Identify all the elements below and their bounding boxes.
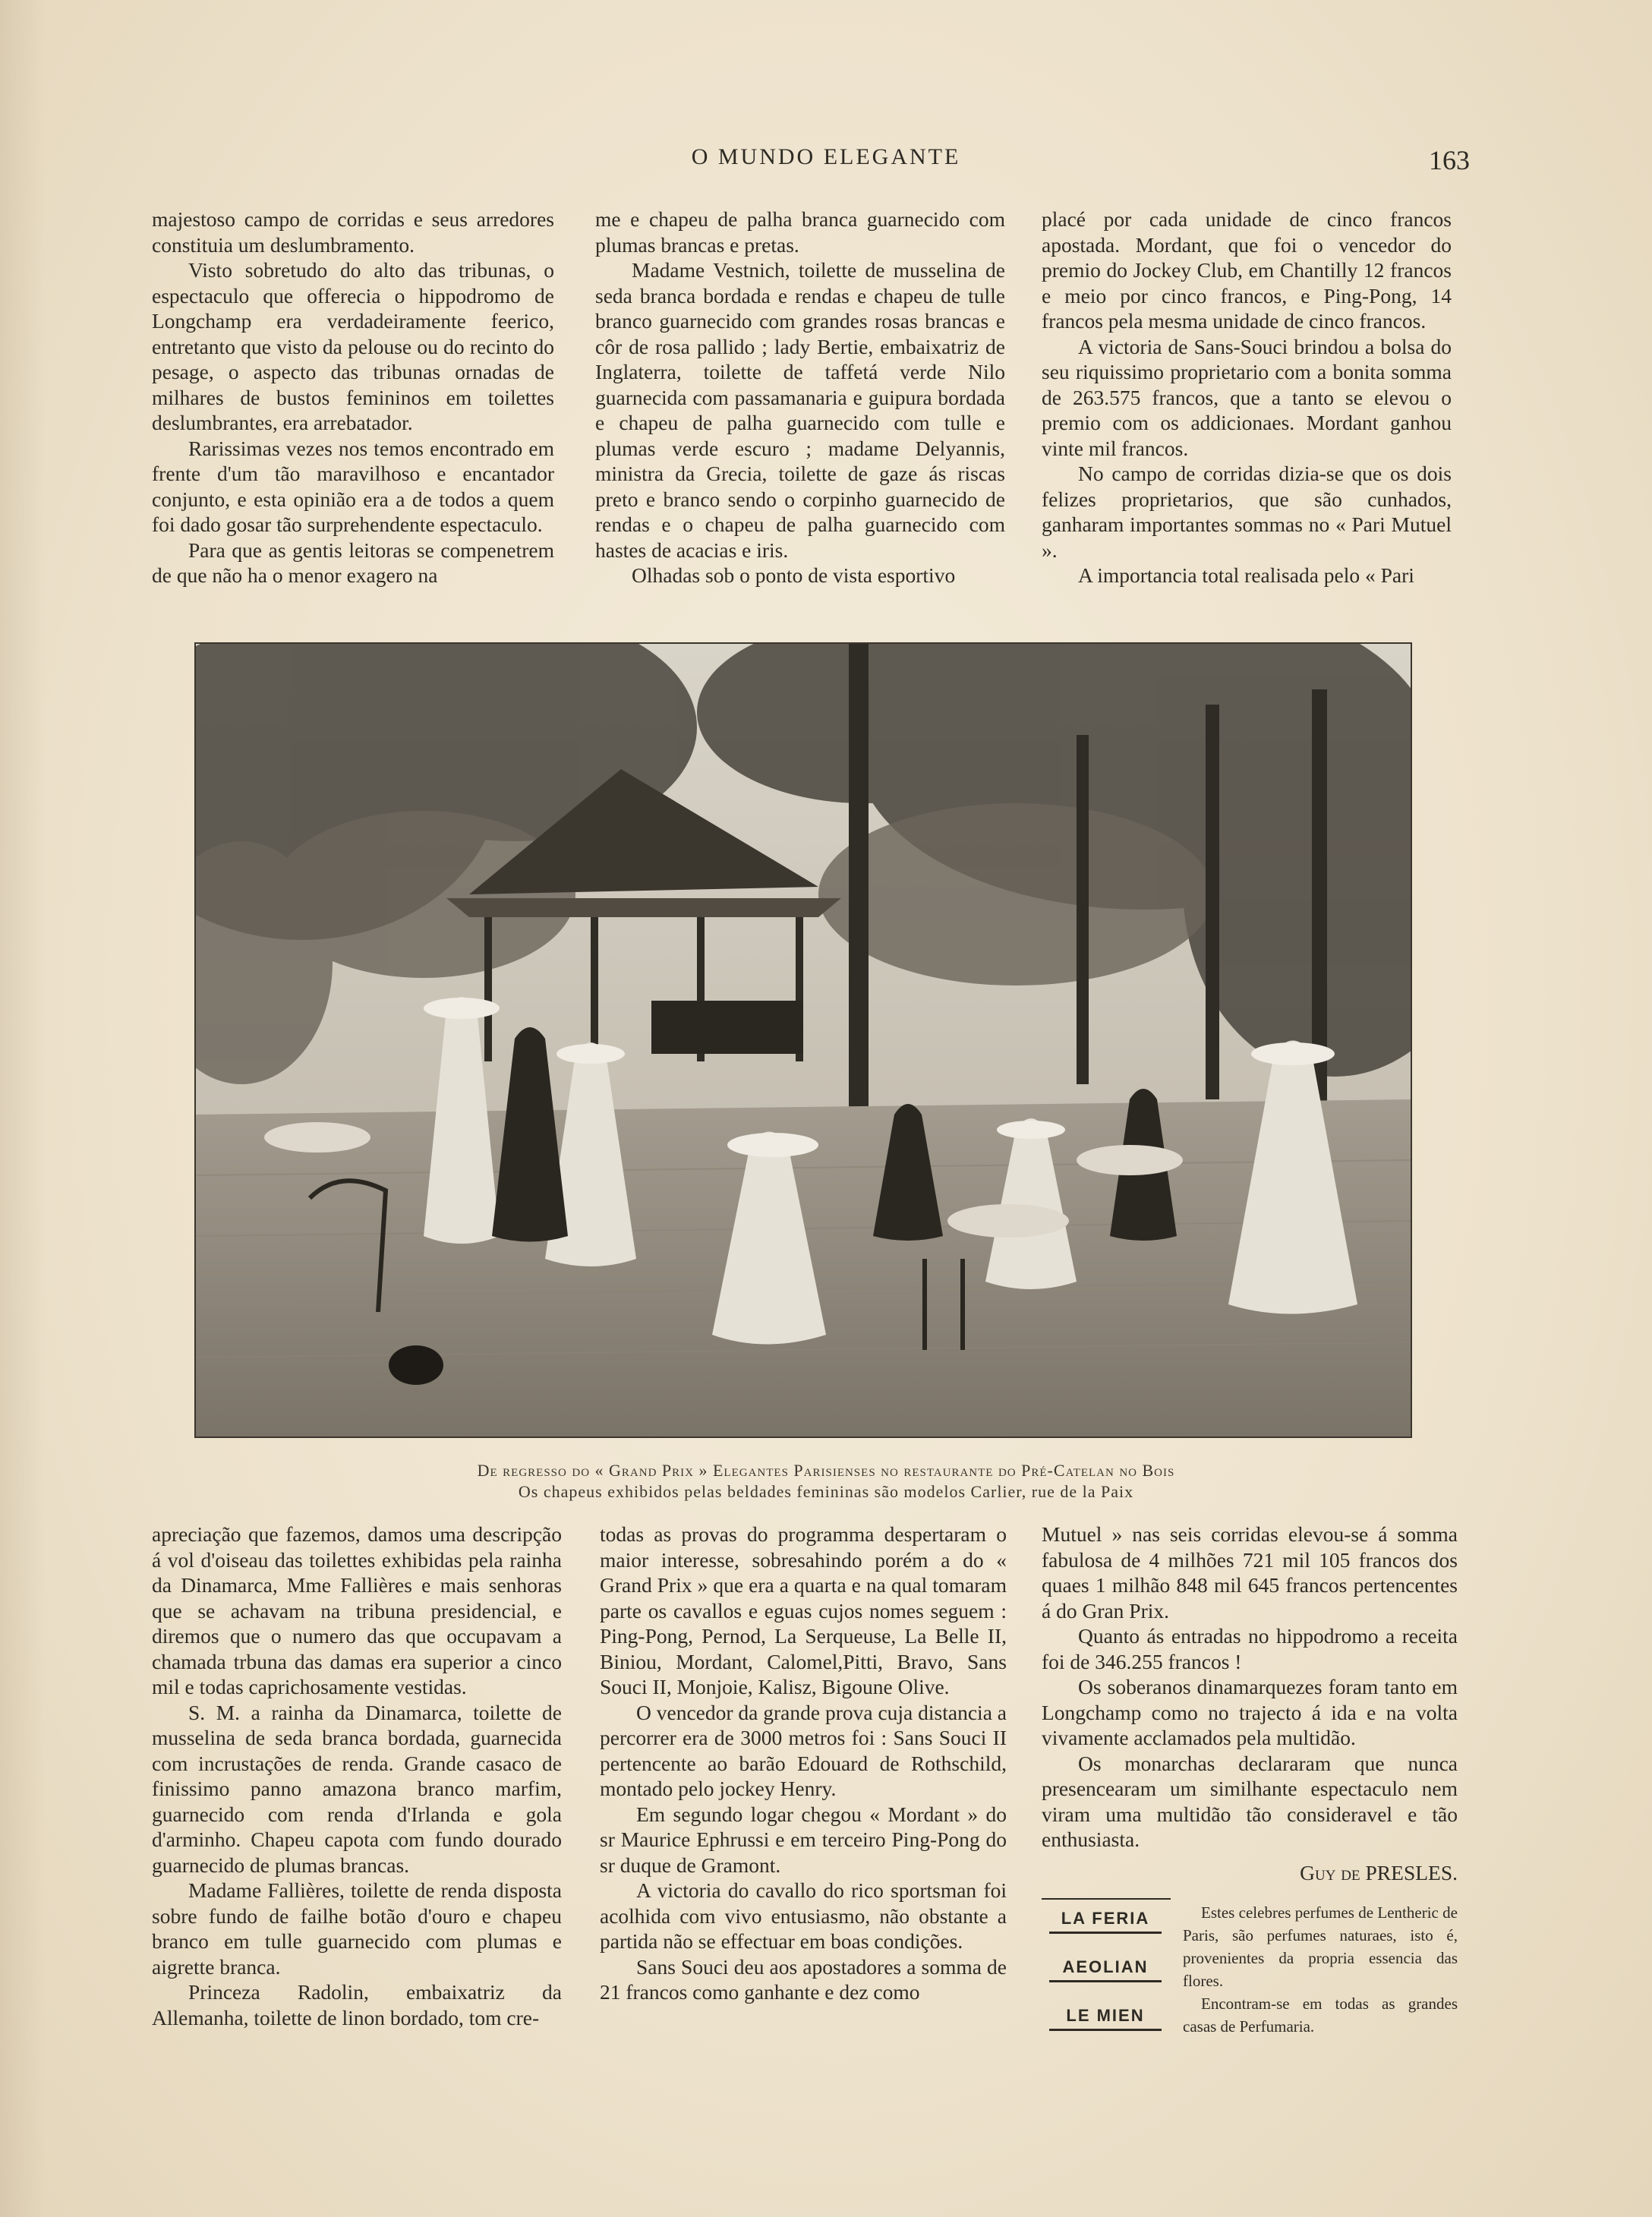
magazine-title: O MUNDO ELEGANTE [691,144,961,169]
paragraph: Madame Fallières, toilette de renda disposta sobre fundo de failhe botão d'ouro e chapeu branco em tulle guarnecido com plumas e aigrette branca. [152,1878,562,1979]
paragraph: A victoria de Sans-Souci brindou a bolsa do seu riquissimo proprietario com a bonita somma de 263.575 francos, que a tanto se elevou o premio com os addicionaes. Mordant ganhou vinte mil francos. [1042,334,1452,460]
page-fold-shadow [0,0,46,2217]
advert-text [1183,1901,1458,2038]
brand-la-feria: LA FERIA [1049,1909,1162,1934]
perfume-advert [1042,1898,1458,2050]
advert-rule [1042,1898,1171,1900]
paragraph: No campo de corridas dizia-se que os dois felizes proprietarios, que são cunhados, ganharam importantes sommas no « Pari Mutuel ». [1042,462,1452,562]
paragraph: Sans Souci deu aos apostadores a somma de 21 francos como ganhante e dez como [600,1954,1007,2004]
paragraph: A victoria do cavallo do rico sportsman foi acolhida com vivo entusiasmo, não obstante a partida não se effectuar em boas condições. [600,1878,1007,1953]
brand-le-mien: LE MIEN [1049,2006,1162,2031]
paragraph: todas as provas do programma despertaram o maior interesse, sobresahindo porém a do « Grand Prix » que era a quarta e na qual tomaram parte os cavallos e eguas cujos nomes seguem : Ping-Pong, Pernod, La Serqueuse, La Belle II, Biniou, Mordant, Calomel,Pitti, Bravo, Sans Souci II, Monjoie, Kalisz, Bigoune Olive. [600,1522,1007,1698]
paragraph: Madame Vestnich, toilette de musselina de seda branca bordada e rendas e chapeu de tulle branco guarnecido com grandes rosas brancas e côr de rosa pallido ; lady Bertie, embaixatriz de Inglaterra, toilette de taffetá verde Nilo guarnecida com passamanaria e guipura bordada e chapeu de palha guarnecido com tulle e plumas verde escuro ; madame Delyannis, ministra da Grecia, toilette de gaze ás riscas preto e branco sendo o corpinho guarnecido de rendas e o chapeu de palha guarnecido com hastes de acacias e iris. [595,258,1005,562]
paragraph: Os soberanos dinamarquezes foram tanto em Longchamp como no trajecto á ida e na volta vivamente acclamados pela multidão. [1042,1675,1458,1749]
top-column-2 [595,207,1005,588]
advert-text-2: Encontram-se em todas as grandes casas de Perfumaria. [1183,1995,1458,2036]
paragraph: S. M. a rainha da Dinamarca, toilette de musselina de seda branca bordada, guarnecida com incrustações de renda. Grande casaco de finissimo panno amazona branco marfim, guarnecido com renda d'Irlanda e gola d'arminho. Chapeu capota com fundo dourado guarnecido de plumas brancas. [152,1700,562,1877]
illustration-plate [194,642,1412,1438]
paragraph: placé por cada unidade de cinco francos apostada. Mordant, que foi o vencedor do premio do Jockey Club, em Chantilly 12 francos e meio por cinco francos, e Ping-Pong, 14 francos pela mesma unidade de cinco francos. [1042,207,1452,333]
paragraph: me e chapeu de palha branca guarnecido com plumas brancas e pretas. [595,207,1005,257]
paragraph: O vencedor da grande prova cuja distancia a percorrer era de 3000 metros foi : Sans Souci II pertencente ao barão Edouard de Rothschild, montado pelo jockey Henry. [600,1700,1007,1800]
paragraph: Olhadas sob o ponto de vista esportivo [632,563,956,587]
paragraph: majestoso campo de corridas e seus arredores constituia um deslumbramento. [152,207,554,257]
bottom-column-2 [600,1522,1007,2005]
paragraph: Princeza Radolin, embaixatriz da Allemanha, toilette de linon bordado, tom cre- [152,1980,562,2029]
paragraph: A importancia total realisada pelo « Pari [1078,563,1414,587]
paragraph: Em segundo logar chegou « Mordant » do sr Maurice Ephrussi e em terceiro Ping-Pong do sr duque de Gramont. [600,1802,1007,1877]
running-head [0,138,1652,184]
restaurant-scene-illustration [196,644,1411,1436]
paragraph: Rarissimas vezes nos temos encontrado em frente d'um tão maravilhoso e encantador conjunto, e esta opinião era a de todos a quem foi dado gosar tão surprehendente espectaculo. [152,436,554,536]
paragraph: Para que as gentis leitoras se compenetrem de que não ha o menor exagero na [152,538,554,587]
paragraph: apreciação que fazemos, damos uma descripção á vol d'oiseau das toilettes exhibidas pela rainha da Dinamarca, Mme Fallières e mais senhoras que se achavam na tribuna presidencial, e diremos que o numero das que occupavam a chamada trbuna das damas era superior a cinco mil e todas caprichosamente vestidas. [152,1522,562,1698]
caption-line-2: Os chapeus exhibidos pelas beldades femininas são modelos Carlier, rue de la Paix [518,1482,1134,1501]
caption-line-1: De regresso do « Grand Prix » Elegantes Parisienses no restaurante do Pré-Catelan no Bois [477,1461,1175,1480]
brand-aeolian: AEOLIAN [1049,1957,1162,1982]
bottom-column-3 [1042,1522,1458,1885]
advert-text-1: Estes celebres perfumes de Lentheric de Paris, são perfumes naturaes, isto é, provenientes da propria essencia das flores. [1183,1903,1458,1990]
paragraph: Mutuel » nas seis corridas elevou-se á somma fabulosa de 4 milhões 721 mil 105 francos dos quaes 1 milhão 848 mil 645 francos pertencentes á do Gran Prix. [1042,1522,1458,1623]
paragraph: Quanto ás entradas no hippodromo a receita foi de 346.255 francos ! [1042,1624,1458,1673]
paragraph: Os monarchas declararam que nunca presencearam um similhante espectaculo nem viram uma multidão tão consideravel e tão enthusiasta. [1042,1751,1458,1851]
paragraph: Visto sobretudo do alto das tribunas, o espectaculo que offerecia o hippodromo de Longchamp era verdadeiramente feerico, entretanto que visto da pelouse ou do recinto do pesage, o aspecto das tribunas ornadas de milhares de bustos femininos em toilettes deslumbrantes, era arrebatador. [152,258,554,434]
bottom-column-1 [152,1522,562,2030]
author-signature: Guy de PRESLES. [1300,1860,1458,1884]
page-number: 163 [1429,145,1470,175]
top-column-1 [152,207,554,588]
top-column-3 [1042,207,1452,588]
